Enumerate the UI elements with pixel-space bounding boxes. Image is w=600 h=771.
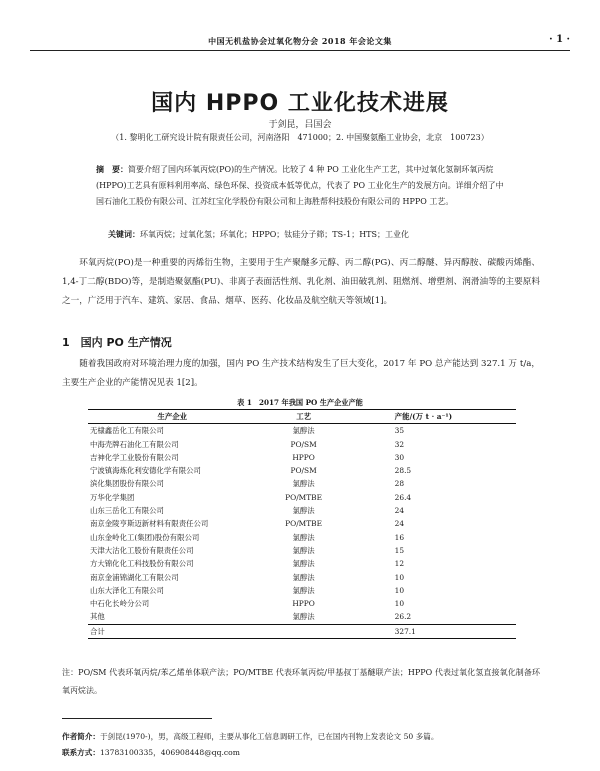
capacity-cell: 28.5 [394, 466, 412, 476]
capacity-cell: 10 [394, 572, 405, 582]
process-cell: 氯醇法 [292, 479, 315, 489]
company-cell: 天津大沽化工股份有限责任公司 [90, 545, 194, 555]
table-row [88, 477, 516, 490]
total-capacity-cell: 327.1 [351, 624, 516, 638]
page-number: · 1 · [549, 34, 570, 45]
capacity-cell: 16 [394, 532, 405, 542]
company-cell: 中海壳牌石油化工有限公司 [90, 439, 179, 449]
process-cell: HPPO [292, 599, 315, 609]
process-cell: 氯醇法 [292, 545, 315, 555]
process-cell: 氯醇法 [292, 585, 315, 595]
affiliations: （1. 黎明化工研究设计院有限责任公司，河南洛阳 471000；2. 中国聚氨酯工业协会，北京 100723） [111, 133, 489, 142]
table-row [88, 504, 516, 517]
running-head: 中国无机盐协会过氧化物分会 2018 年会论文集 [208, 36, 392, 46]
capacity-cell: 12 [394, 559, 405, 569]
section-heading: 1 国内 PO 生产情况 [62, 336, 172, 349]
abstract [96, 161, 504, 210]
capacity-cell: 26.4 [394, 492, 412, 502]
table-row [88, 544, 516, 557]
process-cell: 氯醇法 [292, 506, 315, 516]
table-note: 注：PO/SM 代表环氧丙烷/苯乙烯单体联产法；PO/MTBE 代表环氧丙烷/甲基叔丁基醚联产法；HPPO 代表过氧化氢直接氧化制备环氧丙烷法。 [62, 668, 540, 695]
company-cell: 万华化学集团 [90, 492, 135, 502]
abstract-label: 摘 要： [96, 164, 128, 174]
capacity-cell: 30 [394, 452, 405, 462]
header-capacity: 产能/(万 t · a⁻¹) [351, 410, 516, 424]
company-cell: 中石化长岭分公司 [90, 599, 150, 609]
author-bio [62, 729, 540, 745]
process-cell: PO/SM [290, 466, 317, 476]
table-row [88, 531, 516, 544]
capacity-cell: 10 [394, 599, 405, 609]
company-cell: 其他 [90, 612, 105, 622]
keywords-label: 关键词： [108, 229, 140, 239]
company-cell: 无棣鑫岳化工有限公司 [90, 426, 164, 436]
keywords-text: 环氧丙烷；过氧化氢；环氧化；HPPO；钛硅分子筛；TS-1；HTS；工业化 [140, 230, 409, 239]
process-cell: PO/SM [290, 439, 317, 449]
contact-label: 联系方式： [62, 748, 100, 757]
company-cell: 山东金岭化工(集团)股份有限公司 [90, 532, 200, 542]
section-paragraph: 随着我国政府对环境治理力度的加强，国内 PO 生产技术结构发生了巨大变化，2017 年 PO 总产能达到 327.1 万 t/a，主要生产企业的产能情况见表 1[2]。 [62, 359, 540, 388]
table-row [88, 438, 516, 451]
table-row [88, 610, 516, 624]
capacity-cell: 24 [394, 506, 405, 516]
table-row [88, 517, 516, 530]
total-label-cell: 合计 [88, 624, 257, 638]
page-header [30, 24, 570, 51]
company-cell: 滨化集团股份有限公司 [90, 479, 164, 489]
intro-paragraph: 环氧丙烷(PO)是一种重要的丙烯衍生物，主要用于生产聚醚多元醇、丙二醇(PG)、丙二醇醚、异丙醇胺、碳酸丙烯酯、1,4-丁二醇(BDO)等，是制造聚氨酯(PU)、非离子表面活性剂、乳化剂、油田破乳剂、阻燃剂、增塑剂、润滑油等的主要原料之一，广泛用于汽车、建筑、家居、食品、烟草、医药、化妆品及航空航天等领域[1]。 [62, 258, 540, 306]
process-cell: HPPO [292, 452, 315, 462]
authors: 于剑昆，吕国会 [268, 120, 332, 130]
paper-title: 国内 HPPO 工业化技术进展 [151, 91, 449, 116]
capacity-cell: 28 [394, 479, 405, 489]
capacity-cell: 15 [394, 545, 405, 555]
table-body [88, 424, 516, 639]
company-cell: 南京金浦锦湖化工有限公司 [90, 572, 179, 582]
table-row [88, 451, 516, 464]
table-header-row [88, 410, 516, 424]
capacity-cell: 35 [394, 426, 405, 436]
total-process-cell [257, 624, 351, 638]
capacity-table [88, 409, 516, 639]
process-cell: 氯醇法 [292, 532, 315, 542]
table-row [88, 597, 516, 610]
bio-text: 于剑昆(1970-)，男，高级工程师，主要从事化工信息调研工作，已在国内刊物上发表论文 50 多篇。 [99, 732, 439, 741]
keywords [108, 227, 504, 242]
process-cell: PO/MTBE [285, 519, 323, 529]
header-process: 工艺 [257, 410, 351, 424]
process-cell: 氯醇法 [292, 426, 315, 436]
header-company: 生产企业 [88, 410, 257, 424]
company-cell: 山东三岳化工有限公司 [90, 506, 164, 516]
company-cell: 南京金陵亨斯迈新材料有限责任公司 [90, 519, 209, 529]
capacity-cell: 24 [394, 519, 405, 529]
company-cell: 宁波镇海炼化利安德化学有限公司 [90, 466, 201, 476]
capacity-cell: 26.2 [394, 612, 412, 622]
company-cell: 吉神化学工业股份有限公司 [90, 452, 179, 462]
contact-text: 13783100335，406908448@qq.com [99, 748, 240, 757]
table-total-row [88, 624, 516, 638]
author-contact [62, 745, 540, 761]
process-cell: 氯醇法 [292, 572, 315, 582]
table-row [88, 557, 516, 570]
company-cell: 山东大泽化工有限公司 [90, 585, 164, 595]
process-cell: 氯醇法 [292, 559, 315, 569]
company-cell: 方大锦化化工科技股份有限公司 [90, 559, 194, 569]
table-row [88, 584, 516, 597]
process-cell: PO/MTBE [285, 492, 323, 502]
capacity-cell: 10 [394, 585, 405, 595]
table-row [88, 464, 516, 477]
capacity-cell: 32 [394, 439, 405, 449]
table-row [88, 571, 516, 584]
process-cell: 氯醇法 [292, 612, 315, 622]
author-footnote [62, 729, 540, 761]
abstract-text: 简要介绍了国内环氧丙烷(PO)的生产情况。比较了 4 种 PO 工业化生产工艺，其中过氧化氢制环氧丙烷(HPPO)工艺具有原料利用率高、绿色环保、投资成本低等优点，代表了 PO 工业化生产的发展方向。详细介绍了中国石油化工股份有限公司、江苏红宝化学股份有限公司和上海胜帮科技股份有限公司的 HPPO 工艺。 [96, 165, 504, 206]
bio-label: 作者简介： [62, 732, 100, 741]
table-caption: 表 1 2017 年我国 PO 生产企业产能 [237, 398, 363, 407]
table-row [88, 491, 516, 504]
table-row [88, 424, 516, 438]
footnote-rule [62, 718, 212, 719]
